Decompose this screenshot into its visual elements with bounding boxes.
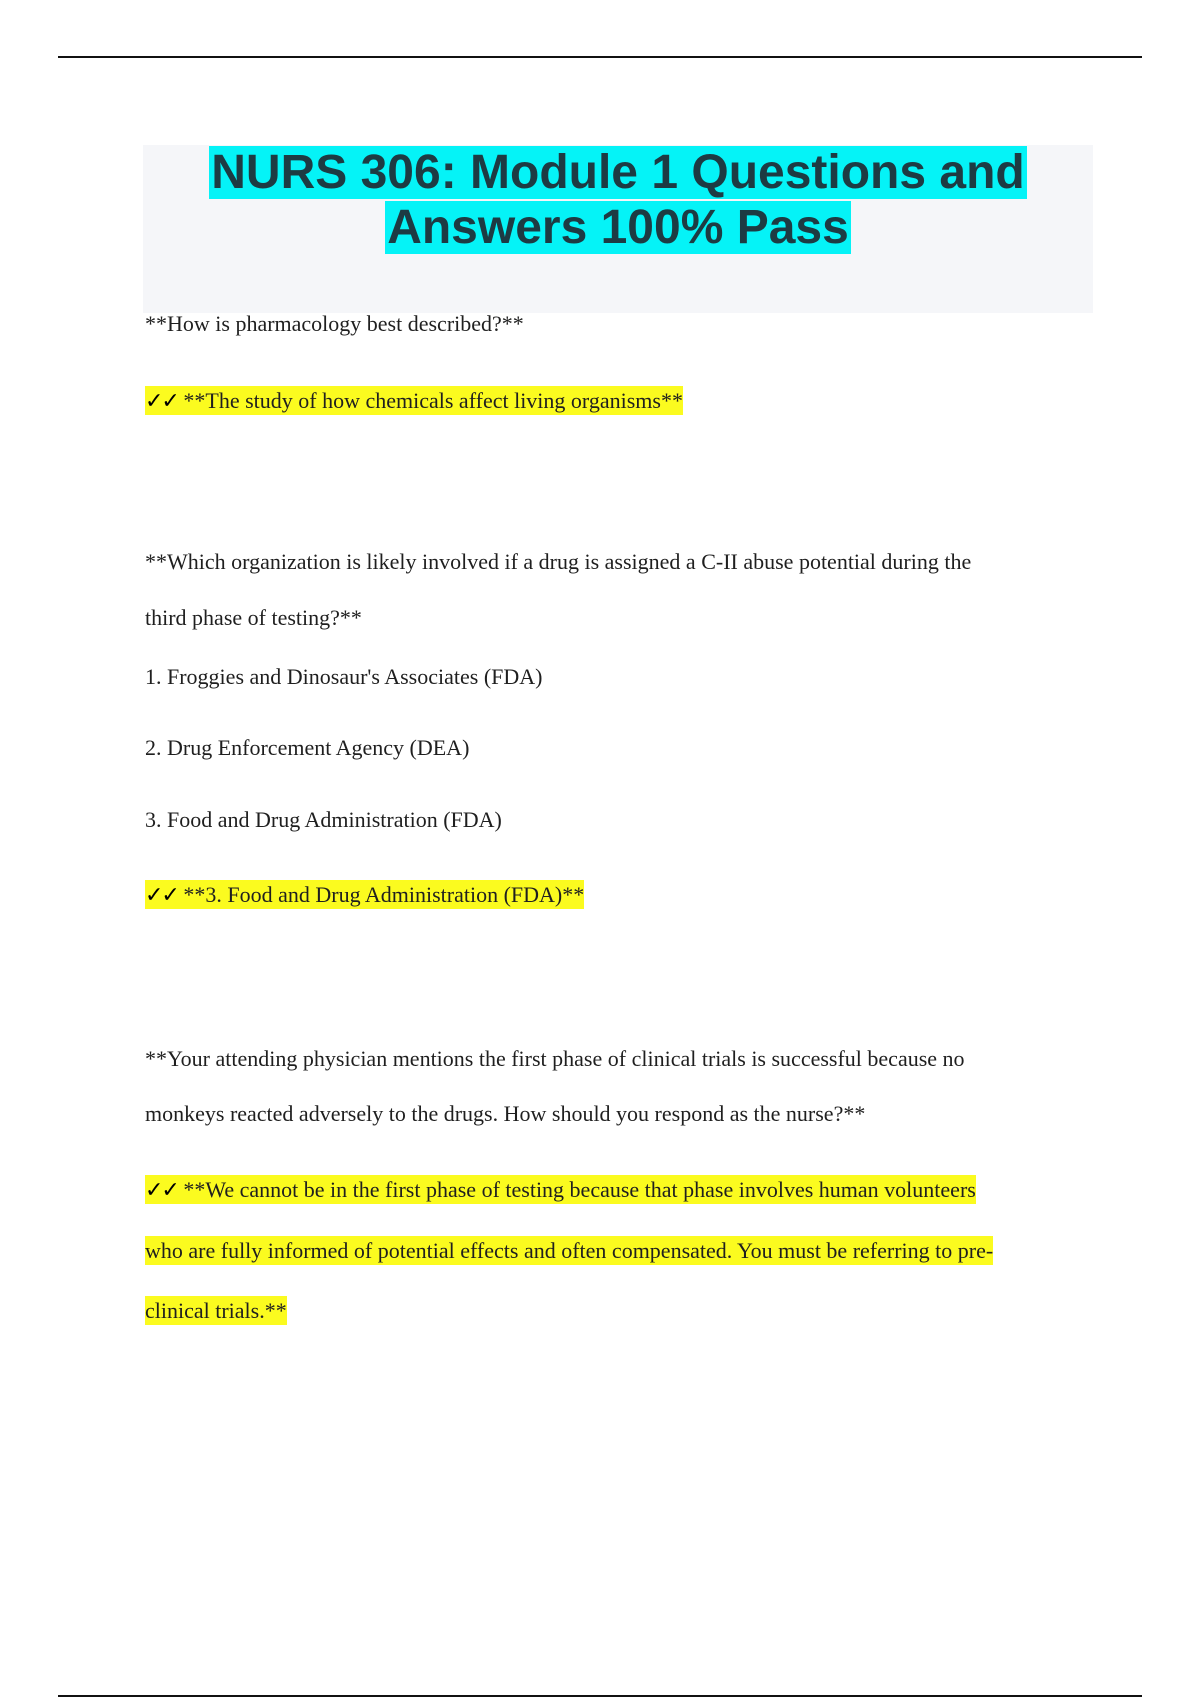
answer-3 — [145, 1160, 1095, 1341]
answer-3-line-3: clinical trials.** — [145, 1298, 287, 1323]
question-1: **How is pharmacology best described?** — [145, 311, 524, 336]
answer-1-text: **The study of how chemicals affect living organisms** — [183, 388, 683, 413]
bottom-rule — [58, 1695, 1142, 1697]
title-line-1: NURS 306: Module 1 Questions and — [211, 146, 1025, 199]
document-title — [143, 145, 1093, 255]
question-2-line-2: third phase of testing?** — [145, 605, 362, 630]
question-2 — [145, 534, 1095, 646]
top-rule — [58, 56, 1142, 58]
answer-2 — [145, 882, 1095, 908]
question-3 — [145, 1031, 1095, 1141]
answer-3-line-1: **We cannot be in the first phase of testing because that phase involves human volunteers — [183, 1177, 976, 1202]
double-check-icon: ✓✓ — [145, 883, 178, 908]
double-check-icon: ✓✓ — [145, 1178, 178, 1203]
double-check-icon: ✓✓ — [145, 389, 178, 414]
option-2: 2. Drug Enforcement Agency (DEA) — [145, 735, 470, 760]
answer-1 — [145, 388, 1095, 414]
question-3-line-1: **Your attending physician mentions the first phase of clinical trials is successful because no — [145, 1046, 965, 1071]
option-3: 3. Food and Drug Administration (FDA) — [145, 807, 502, 832]
question-2-line-1: **Which organization is likely involved if a drug is assigned a C-II abuse potential during the — [145, 549, 972, 574]
question-3-line-2: monkeys reacted adversely to the drugs. How should you respond as the nurse?** — [145, 1101, 866, 1126]
answer-3-line-2: who are fully informed of potential effects and often compensated. You must be referring to pre- — [145, 1238, 994, 1263]
title-box — [143, 145, 1093, 313]
answer-2-text: **3. Food and Drug Administration (FDA)** — [183, 882, 585, 907]
title-line-2: Answers 100% Pass — [387, 201, 849, 254]
option-1: 1. Froggies and Dinosaur's Associates (FDA) — [145, 664, 543, 689]
